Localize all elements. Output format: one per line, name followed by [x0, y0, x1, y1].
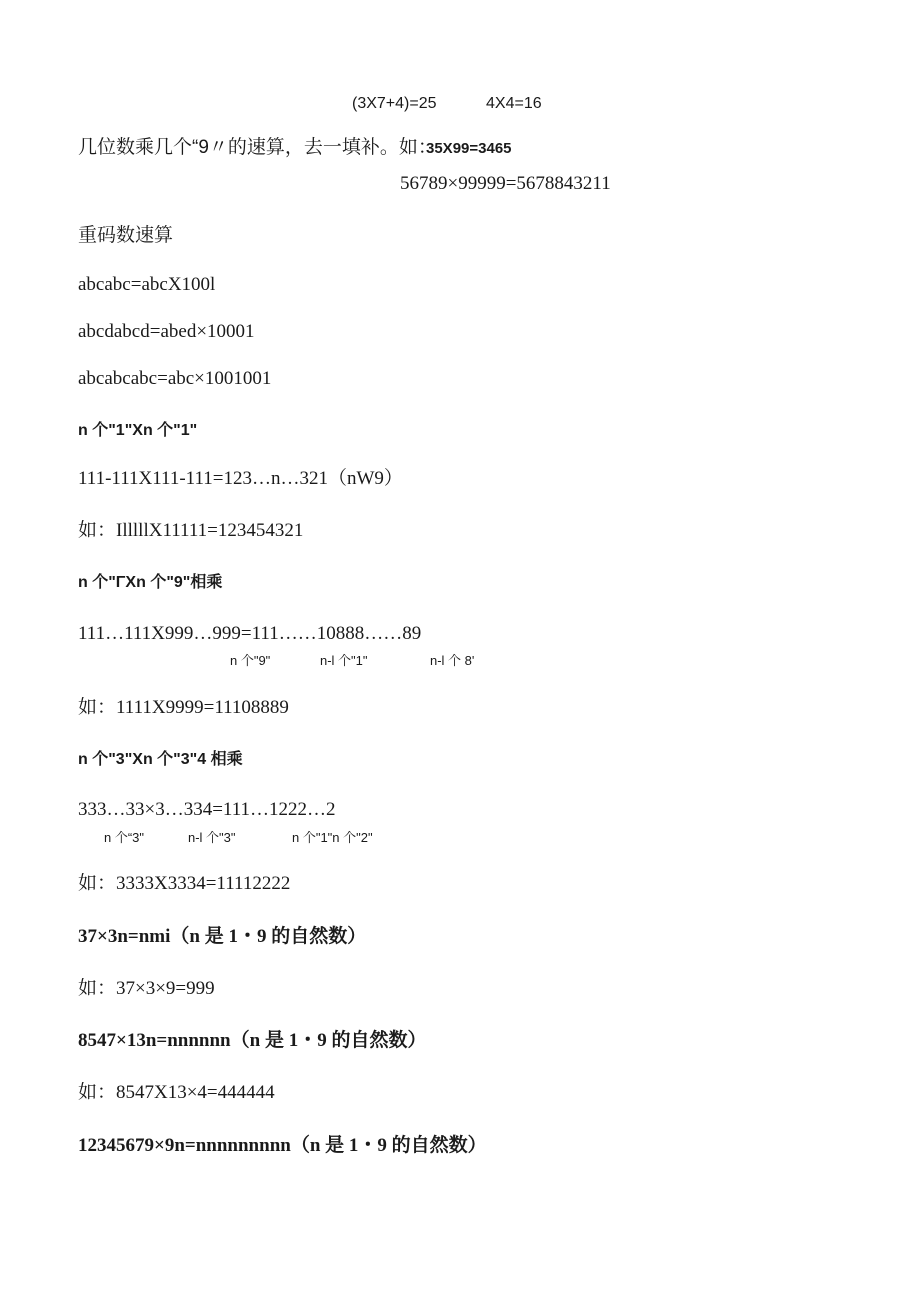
- ones-nines-note-2: n-l 个"1": [320, 653, 368, 668]
- heading-ones-times-ones: n 个"1"Xn 个"1": [78, 422, 198, 439]
- nines-example-2: 56789×99999=5678843211: [400, 173, 611, 194]
- ones-formula: 111-111X111-111=123…n…321（nW9）: [78, 468, 403, 489]
- ones-nines-note-1: n 个"9": [230, 653, 271, 668]
- heading-8547-rule: 8547×13n=nnnnnn（n 是 1・9 的自然数）: [78, 1030, 427, 1051]
- heading-12345679-rule: 12345679×9n=nnnnnnnnn（n 是 1・9 的自然数）: [78, 1135, 487, 1156]
- 8547-rule-example: 如：8547X13×4=444444: [78, 1082, 275, 1103]
- formula-line-1b: 4X4=16: [486, 95, 542, 112]
- heading-threes: n 个"3"Xn 个"3"4 相乘: [78, 751, 243, 768]
- heading-repeat-digits: 重码数速算: [78, 225, 174, 246]
- heading-37-rule: 37×3n=nmi（n 是 1・9 的自然数）: [78, 926, 367, 947]
- heading-ones-times-nines: n 个"ΓXn 个"9"相乘: [78, 574, 223, 591]
- threes-note-1: n 个“3": [104, 830, 145, 845]
- repeat-formula-2: abcdabcd=abed×10001: [78, 321, 255, 342]
- threes-note-2: n-l 个"3": [188, 830, 236, 845]
- formula-line-1a: (3X7+4)=25: [352, 95, 437, 112]
- nines-rule-example: 35X99=3465: [426, 140, 512, 157]
- ones-example: 如：IlllllX11111=123454321: [78, 520, 304, 541]
- threes-note-3: n 个"1"n 个"2": [292, 830, 373, 845]
- threes-formula: 333…33×3…334=111…1222…2: [78, 799, 336, 820]
- ones-nines-formula: 111…111X999…999=111……10888……89: [78, 623, 422, 644]
- ones-nines-note-3: n-l 个 8': [430, 653, 475, 668]
- nines-rule-text: 几位数乘几个“9〃的速算，去一填补。如：: [78, 137, 437, 158]
- threes-example: 如：3333X3334=11112222: [78, 873, 291, 894]
- ones-nines-example: 如：1111X9999=11108889: [78, 697, 289, 718]
- repeat-formula-3: abcabcabc=abc×1001001: [78, 368, 272, 389]
- repeat-formula-1: abcabc=abcX100l: [78, 274, 216, 295]
- 37-rule-example: 如：37×3×9=999: [78, 978, 215, 999]
